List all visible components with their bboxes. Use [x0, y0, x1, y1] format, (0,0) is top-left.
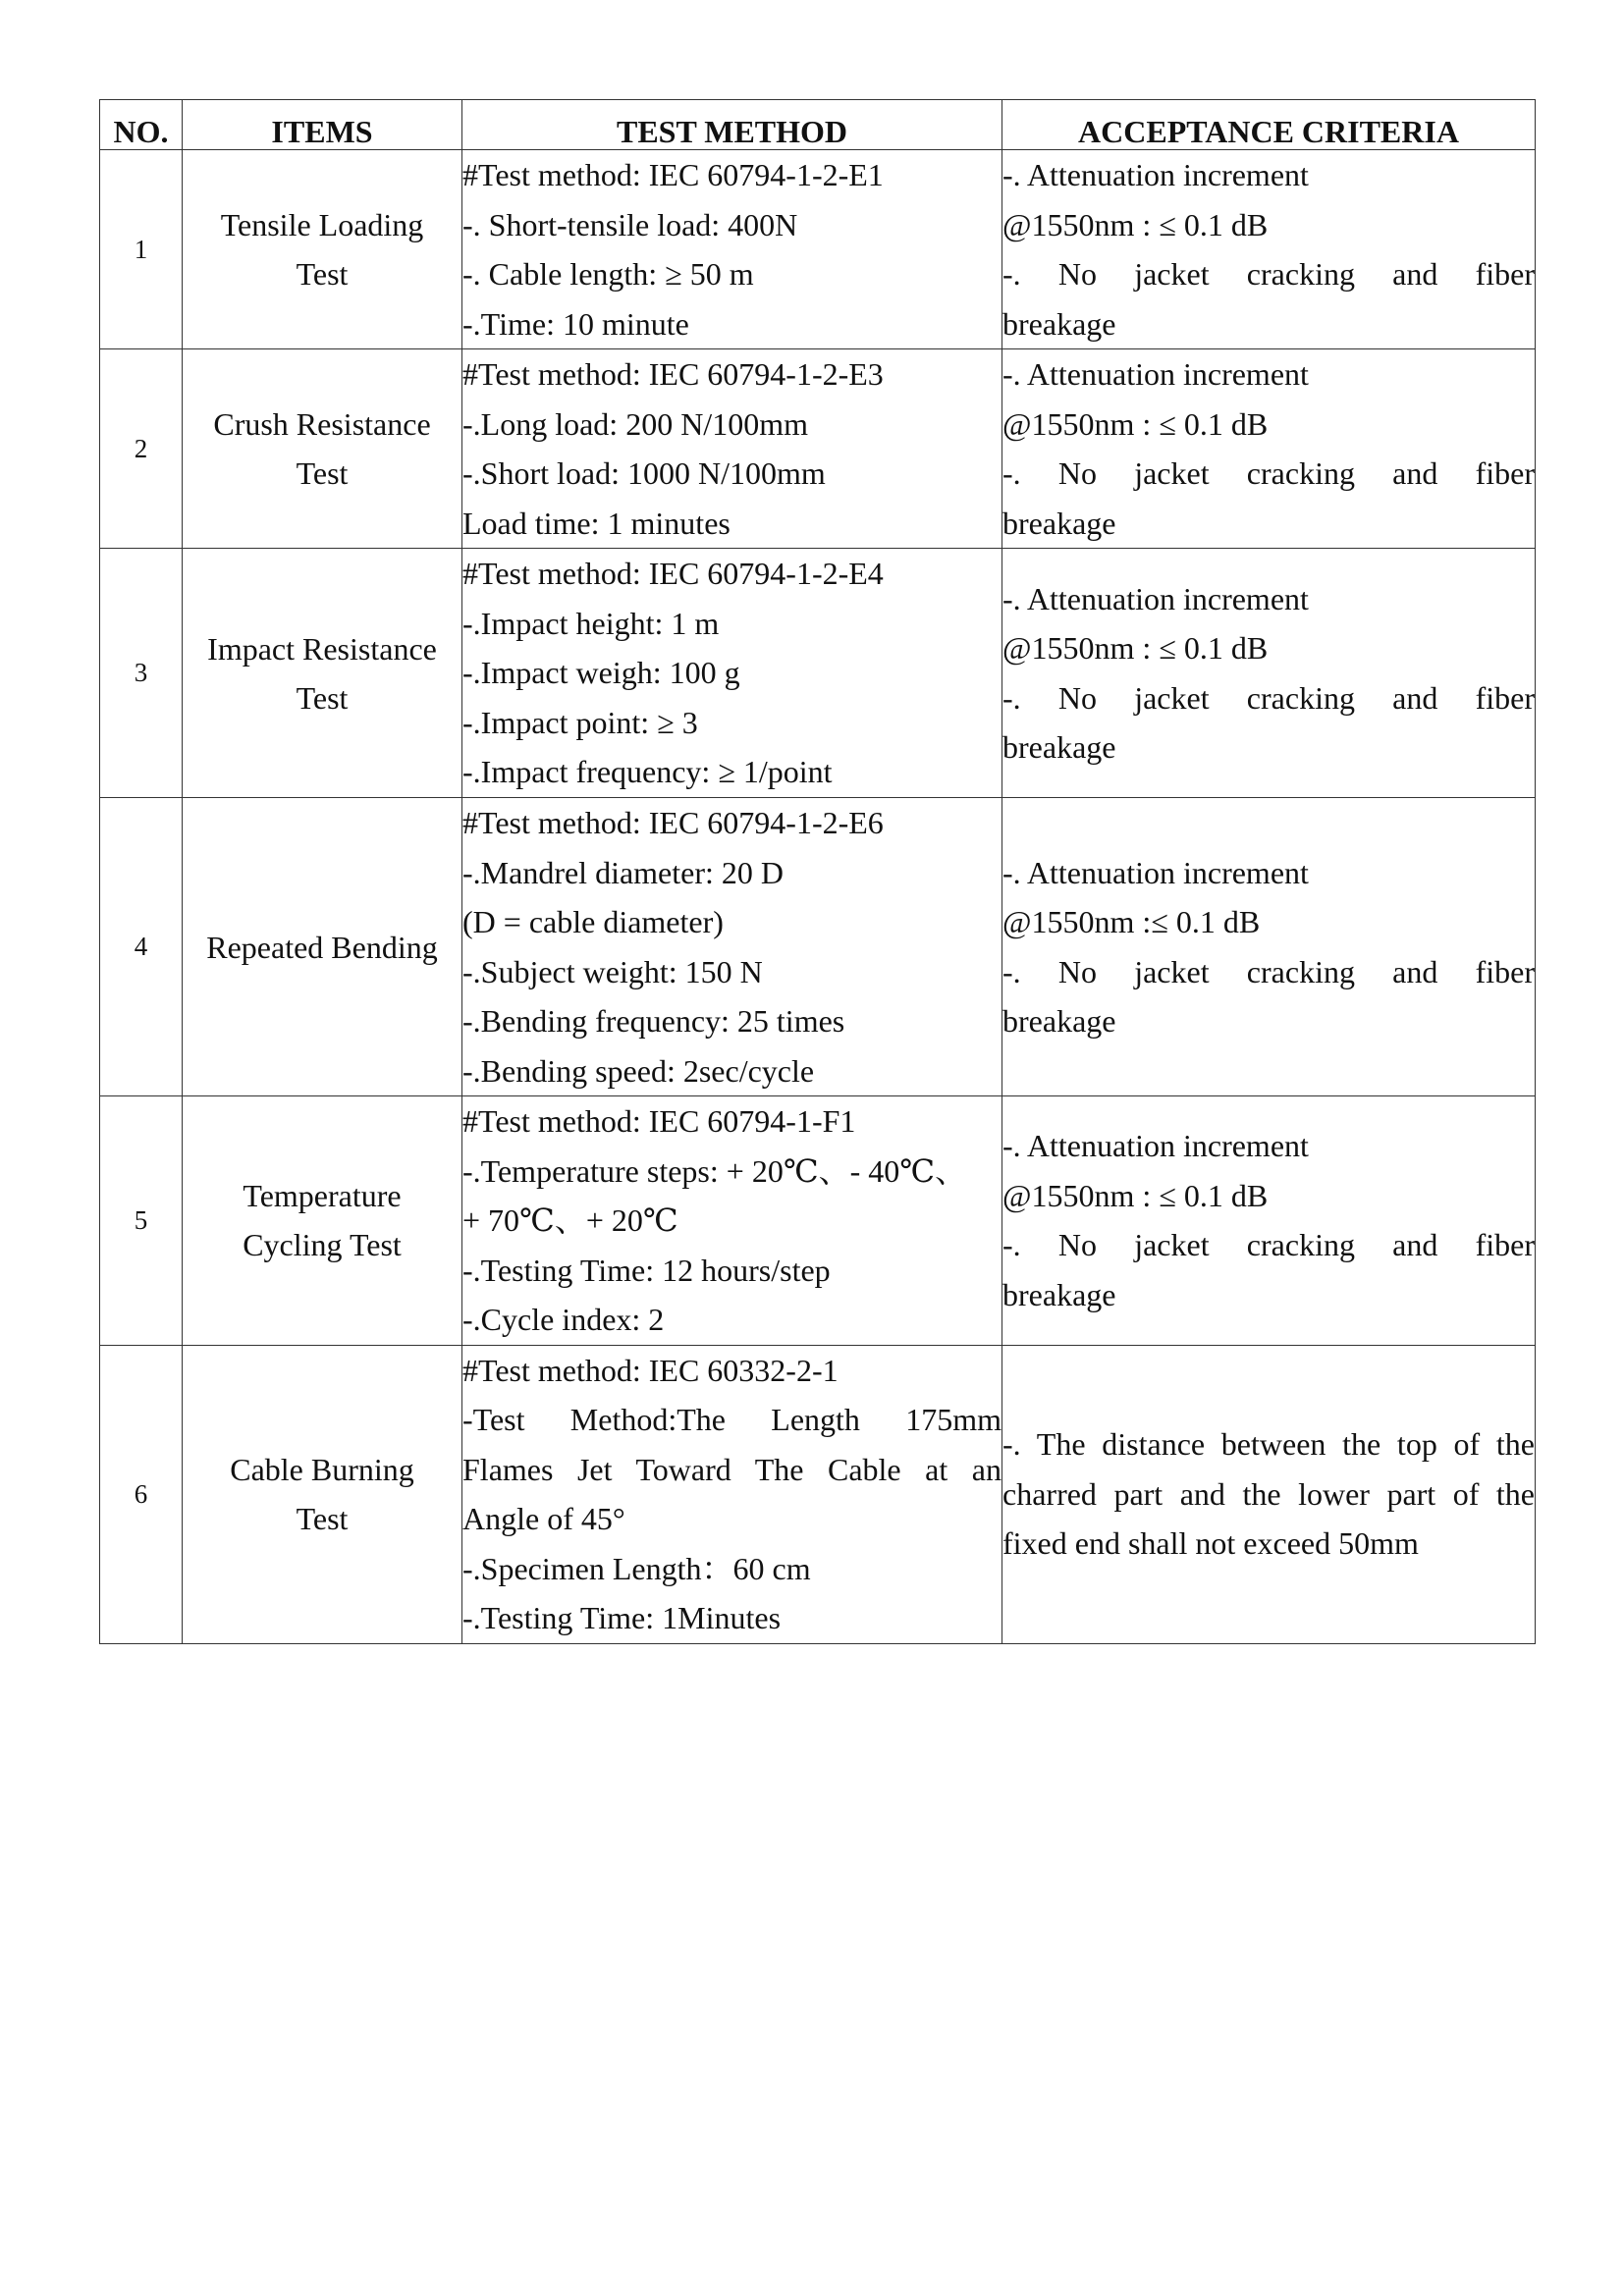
- method-line: -.Specimen Length：60 cm: [462, 1550, 811, 1586]
- method-line: -.Testing Time: 12 hours/step: [462, 1252, 831, 1288]
- item-line: Test: [296, 679, 349, 716]
- method-line: -. Cable length: ≥ 50 m: [462, 256, 754, 292]
- method-line: -Test Method:The Length 175mm: [462, 1402, 1001, 1437]
- criteria-line: -. Attenuation increment: [1002, 854, 1309, 890]
- method-line: Angle of 45°: [462, 1501, 625, 1536]
- item-line: Test: [296, 256, 349, 292]
- criteria-cell: [1002, 349, 1536, 549]
- criteria-line: breakage: [1002, 505, 1116, 541]
- item-cell: [183, 798, 462, 1096]
- row-number: 3: [100, 549, 183, 798]
- method-cell: [462, 1096, 1002, 1346]
- method-cell: [462, 798, 1002, 1096]
- method-line: -.Cycle index: 2: [462, 1302, 665, 1337]
- test-spec-table: [99, 99, 1536, 1644]
- table-row: [100, 549, 1536, 798]
- criteria-line: @1550nm : ≤ 0.1 dB: [1002, 630, 1269, 666]
- item-line: Cable Burning: [230, 1452, 414, 1487]
- criteria-line: breakage: [1002, 1003, 1116, 1039]
- method-line: -.Impact weigh: 100 g: [462, 655, 740, 690]
- row-number: 2: [100, 349, 183, 549]
- item-cell: [183, 349, 462, 549]
- item-line: Tensile Loading: [220, 207, 424, 242]
- criteria-line: -. No jacket cracking and fiber: [1002, 1227, 1535, 1263]
- criteria-line: -. Attenuation increment: [1002, 580, 1309, 616]
- item-line: Impact Resistance: [207, 630, 437, 667]
- table-row: [100, 798, 1536, 1096]
- method-line: #Test method: IEC 60794-1-2-E3: [462, 356, 884, 392]
- method-line: -.Subject weight: 150 N: [462, 953, 763, 989]
- row-number: 1: [100, 150, 183, 349]
- criteria-cell: [1002, 549, 1536, 798]
- method-line: #Test method: IEC 60794-1-2-E4: [462, 556, 884, 591]
- criteria-line: -. No jacket cracking and fiber: [1002, 455, 1535, 491]
- method-line: -.Bending speed: 2sec/cycle: [462, 1052, 815, 1089]
- criteria-line: -. No jacket cracking and fiber: [1002, 953, 1535, 989]
- method-cell: [462, 349, 1002, 549]
- method-line: -.Impact point: ≥ 3: [462, 704, 698, 740]
- header-items: ITEMS: [183, 100, 462, 150]
- method-cell: [462, 150, 1002, 349]
- method-line: + 70℃、+ 20℃: [462, 1202, 678, 1238]
- method-line: #Test method: IEC 60794-1-F1: [462, 1103, 856, 1139]
- method-line: -.Bending frequency: 25 times: [462, 1003, 845, 1039]
- item-line: Test: [296, 455, 349, 491]
- criteria-line: breakage: [1002, 305, 1116, 342]
- method-line: #Test method: IEC 60794-1-2-E6: [462, 805, 884, 840]
- header-no: NO.: [100, 100, 183, 150]
- method-line: Flames Jet Toward The Cable at an: [462, 1451, 1001, 1487]
- item-cell: [183, 1345, 462, 1643]
- item-line: Repeated Bending: [206, 929, 438, 965]
- criteria-line: @1550nm : ≤ 0.1 dB: [1002, 405, 1269, 442]
- row-number: 4: [100, 798, 183, 1096]
- method-line: -.Long load: 200 N/100mm: [462, 405, 808, 442]
- item-cell: [183, 1096, 462, 1346]
- criteria-line: -. Attenuation increment: [1002, 1128, 1309, 1164]
- criteria-line: -. No jacket cracking and fiber: [1002, 679, 1535, 716]
- criteria-line: @1550nm : ≤ 0.1 dB: [1002, 206, 1269, 242]
- table-row: [100, 1096, 1536, 1346]
- header-test-method: TEST METHOD: [462, 100, 1002, 150]
- criteria-line: @1550nm : ≤ 0.1 dB: [1002, 1177, 1269, 1213]
- criteria-line: @1550nm :≤ 0.1 dB: [1002, 904, 1261, 939]
- table-row: [100, 150, 1536, 349]
- criteria-cell: [1002, 1345, 1536, 1643]
- table-row: [100, 349, 1536, 549]
- method-line: -.Mandrel diameter: 20 D: [462, 854, 784, 890]
- criteria-paragraph: -. The distance between the top of the charred part and the lower part of the fixed end shall not exceed 50mm: [1002, 1426, 1535, 1562]
- criteria-line: breakage: [1002, 1276, 1116, 1312]
- criteria-cell: [1002, 798, 1536, 1096]
- table-row: [100, 1345, 1536, 1643]
- header-acceptance-criteria: ACCEPTANCE CRITERIA: [1002, 100, 1536, 150]
- method-line: -.Testing Time: 1Minutes: [462, 1600, 782, 1635]
- table-header-row: [100, 100, 1536, 150]
- item-line: Temperature: [243, 1178, 402, 1214]
- row-number: 5: [100, 1096, 183, 1346]
- method-line: #Test method: IEC 60794-1-2-E1: [462, 157, 884, 192]
- method-line: -.Time: 10 minute: [462, 305, 689, 342]
- method-cell: [462, 549, 1002, 798]
- row-number: 6: [100, 1345, 183, 1643]
- method-line: -.Temperature steps: + 20℃、- 40℃、: [462, 1152, 967, 1189]
- criteria-cell: [1002, 1096, 1536, 1346]
- item-line: Crush Resistance: [213, 406, 431, 442]
- criteria-line: breakage: [1002, 729, 1116, 765]
- method-line: -. Short-tensile load: 400N: [462, 206, 798, 242]
- criteria-line: -. Attenuation increment: [1002, 157, 1309, 192]
- item-cell: [183, 549, 462, 798]
- method-line: (D = cable diameter): [462, 904, 724, 939]
- criteria-line: -. No jacket cracking and fiber: [1002, 256, 1535, 292]
- criteria-cell: [1002, 150, 1536, 349]
- method-line: -.Impact frequency: ≥ 1/point: [462, 754, 833, 789]
- method-cell: [462, 1345, 1002, 1643]
- item-cell: [183, 150, 462, 349]
- item-line: Test: [296, 1501, 349, 1536]
- method-line: #Test method: IEC 60332-2-1: [462, 1352, 839, 1388]
- criteria-line: -. Attenuation increment: [1002, 356, 1309, 392]
- item-line: Cycling Test: [243, 1227, 402, 1263]
- method-line: -.Short load: 1000 N/100mm: [462, 455, 826, 491]
- method-line: Load time: 1 minutes: [462, 505, 731, 541]
- method-line: -.Impact height: 1 m: [462, 605, 720, 641]
